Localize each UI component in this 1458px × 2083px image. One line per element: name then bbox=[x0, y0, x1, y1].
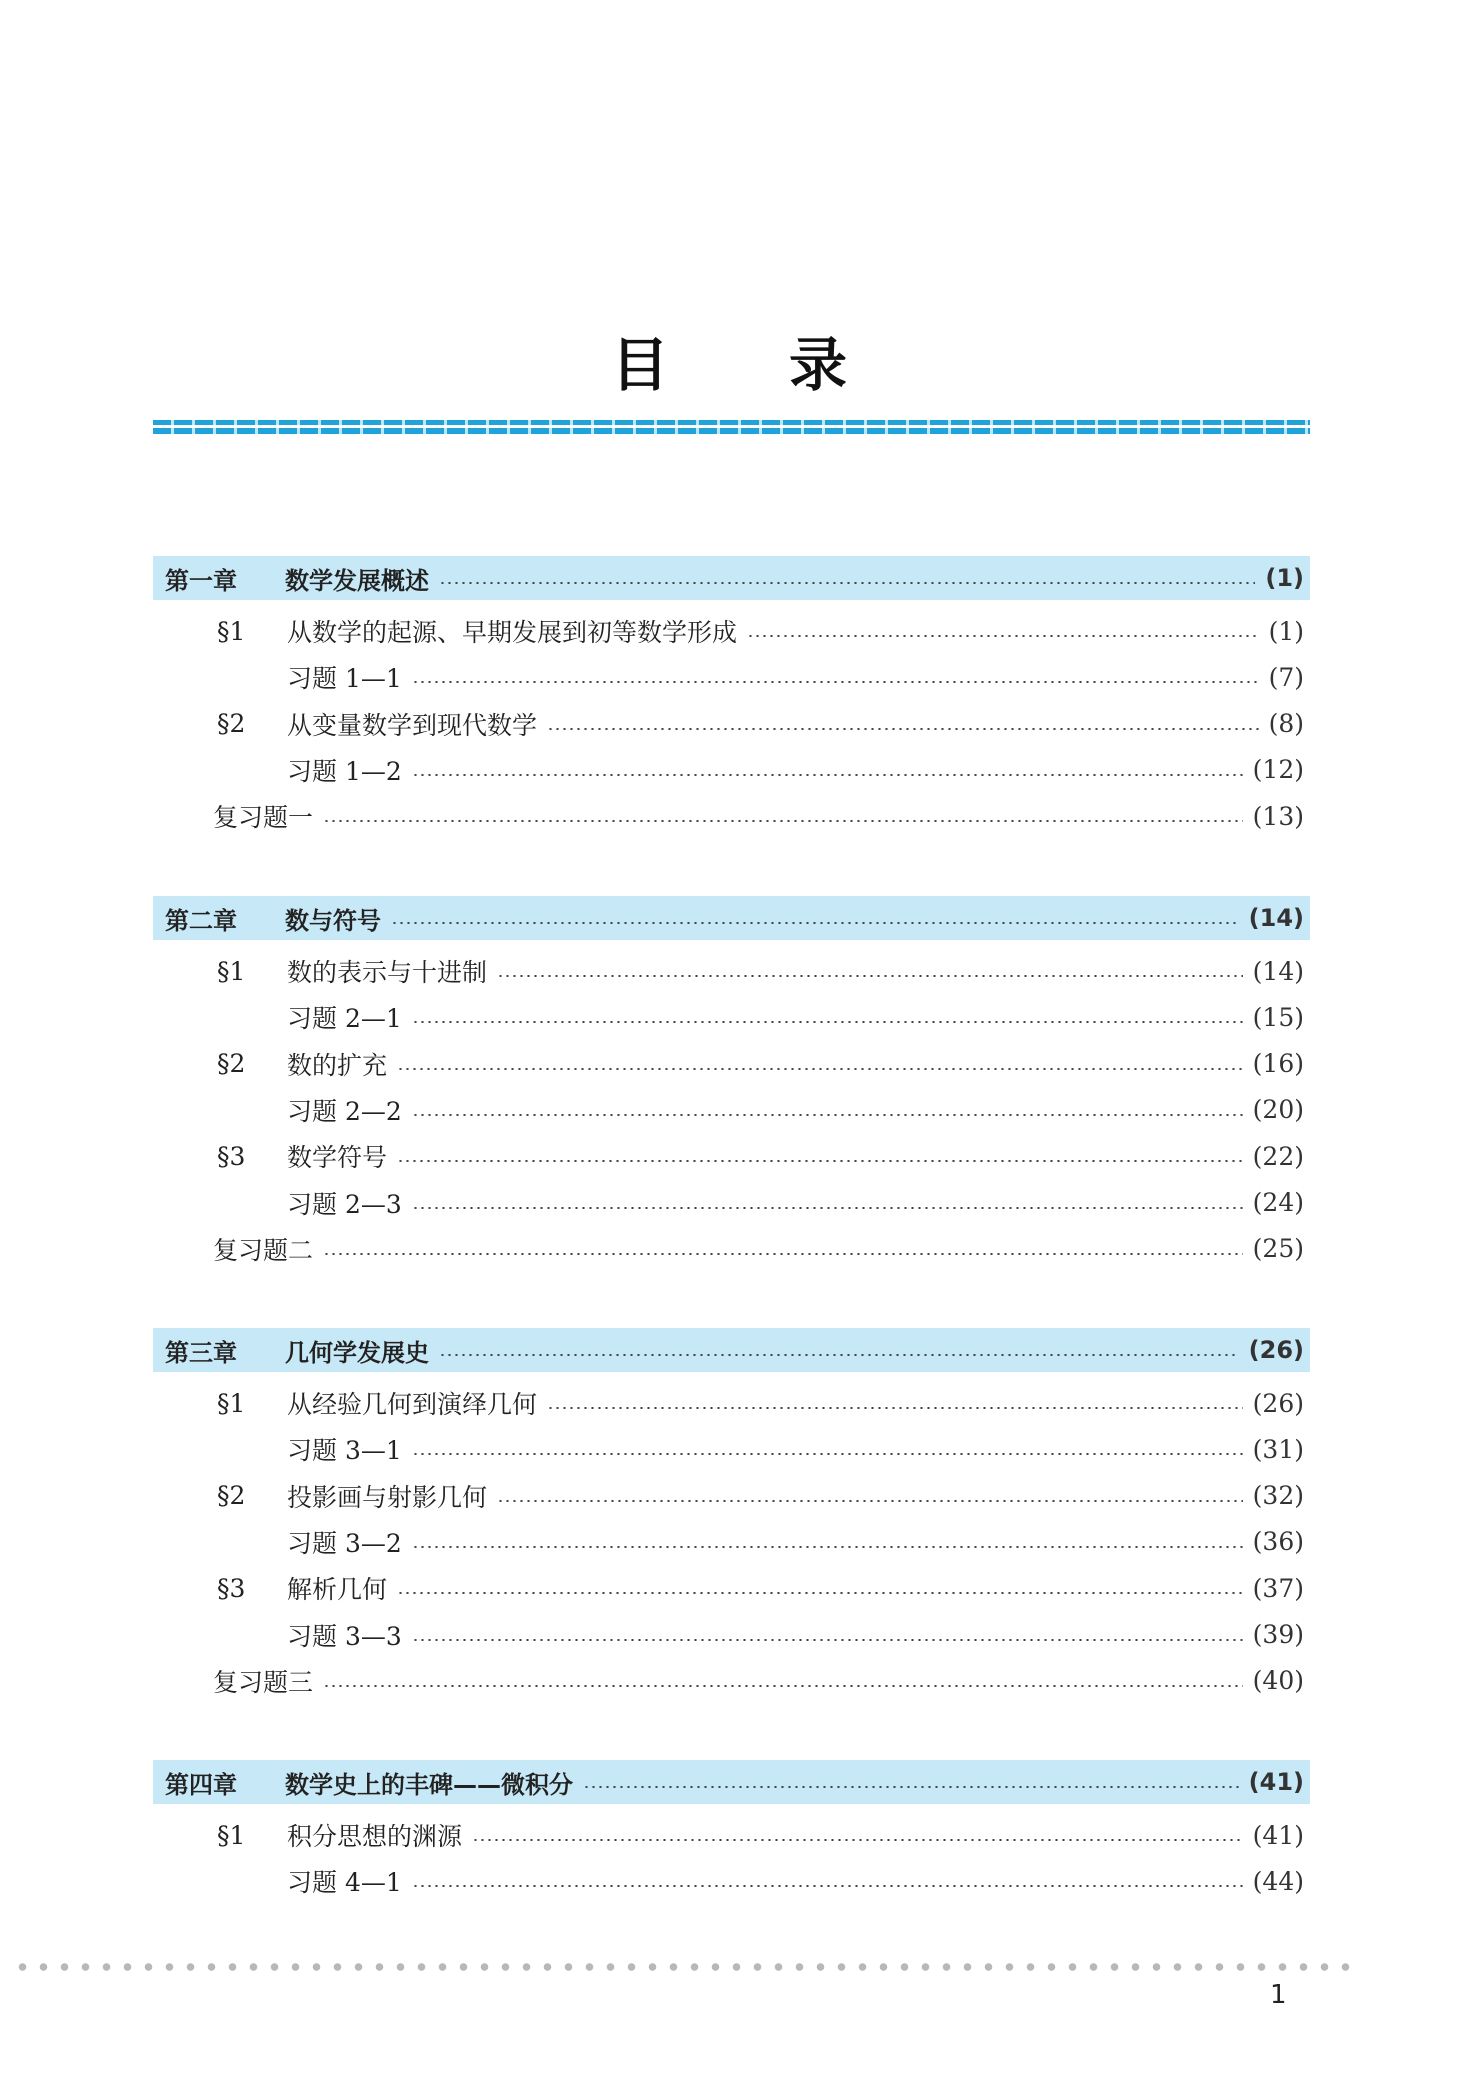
entry-page-ref: (40) bbox=[1252, 1666, 1304, 1696]
toc-exercise-entry[interactable] bbox=[153, 747, 1310, 793]
entry-title: 习题 3—3 bbox=[287, 1621, 402, 1651]
section-number: §2 bbox=[217, 1049, 246, 1079]
entry-title: 习题 3—2 bbox=[287, 1528, 402, 1558]
entry-page-ref: (13) bbox=[1252, 801, 1304, 831]
chapter-page-ref: (1) bbox=[1265, 564, 1304, 592]
chapter-number: 第三章 bbox=[165, 1338, 237, 1367]
entry-title: 习题 4—1 bbox=[287, 1868, 402, 1898]
dot-leader bbox=[412, 1546, 1243, 1548]
dot-leader bbox=[412, 1114, 1243, 1116]
footer-dot-border bbox=[12, 1962, 1362, 1972]
dot-leader bbox=[497, 975, 1243, 977]
entry-page-ref: (24) bbox=[1252, 1188, 1304, 1217]
chapter-number: 第二章 bbox=[165, 906, 237, 935]
section-title: 从变量数学到现代数学 bbox=[287, 710, 538, 740]
toc-exercise-entry[interactable] bbox=[153, 1858, 1310, 1904]
dot-leader bbox=[547, 728, 1259, 730]
dot-leader bbox=[397, 1592, 1243, 1594]
page-number: 1 bbox=[1270, 1980, 1287, 2010]
entry-page-ref: (44) bbox=[1252, 1866, 1304, 1896]
section-number: §1 bbox=[217, 616, 246, 646]
dot-leader bbox=[747, 635, 1259, 637]
entry-page-ref: (25) bbox=[1252, 1234, 1304, 1264]
entry-page-ref: (12) bbox=[1252, 755, 1304, 785]
section-title: 数的表示与十进制 bbox=[287, 958, 488, 987]
toc-section-entry[interactable] bbox=[153, 1133, 1310, 1179]
entry-page-ref: (36) bbox=[1252, 1527, 1304, 1557]
dot-leader bbox=[472, 1839, 1243, 1841]
toc-review-entry[interactable] bbox=[153, 1658, 1310, 1704]
dot-leader bbox=[412, 774, 1243, 776]
toc-chapter-heading[interactable] bbox=[153, 896, 1310, 940]
chapter-title: 数学发展概述 bbox=[285, 566, 429, 595]
entry-page-ref: (31) bbox=[1252, 1434, 1304, 1464]
toc-section-entry[interactable] bbox=[153, 948, 1310, 994]
section-title: 从经验几何到演绎几何 bbox=[287, 1390, 538, 1419]
entry-page-ref: (1) bbox=[1268, 616, 1304, 646]
toc-section-entry[interactable] bbox=[153, 1380, 1310, 1426]
toc-exercise-entry[interactable] bbox=[153, 1612, 1310, 1658]
section-title: 投影画与射影几何 bbox=[287, 1482, 488, 1512]
entry-page-ref: (39) bbox=[1252, 1620, 1304, 1649]
dot-leader bbox=[397, 1160, 1243, 1162]
toc-exercise-entry[interactable] bbox=[153, 1519, 1310, 1565]
toc-section-entry[interactable] bbox=[153, 701, 1310, 747]
toc-section-entry[interactable] bbox=[153, 1041, 1310, 1087]
section-number: §1 bbox=[217, 956, 246, 986]
section-number: §2 bbox=[217, 1481, 246, 1511]
section-title: 积分思想的渊源 bbox=[287, 1822, 463, 1851]
section-title: 解析几何 bbox=[287, 1575, 388, 1605]
entry-page-ref: (16) bbox=[1252, 1049, 1304, 1079]
dot-leader bbox=[323, 1253, 1243, 1255]
toc-chapter-heading[interactable] bbox=[153, 556, 1310, 600]
dot-leader bbox=[497, 1500, 1243, 1502]
entry-page-ref: (14) bbox=[1252, 956, 1304, 986]
dot-leader bbox=[583, 1786, 1239, 1788]
entry-title: 习题 2—1 bbox=[287, 1004, 402, 1034]
page-title: 目录 bbox=[610, 331, 967, 399]
entry-page-ref: (26) bbox=[1252, 1388, 1304, 1418]
entry-page-ref: (7) bbox=[1268, 662, 1304, 692]
entry-title: 复习题三 bbox=[213, 1667, 314, 1697]
entry-title: 复习题一 bbox=[213, 803, 314, 833]
section-number: §2 bbox=[217, 709, 246, 739]
section-title: 数的扩充 bbox=[287, 1050, 388, 1080]
entry-page-ref: (20) bbox=[1252, 1095, 1304, 1125]
dot-leader bbox=[412, 681, 1259, 683]
section-number: §3 bbox=[217, 1141, 246, 1171]
entry-title: 习题 1—1 bbox=[287, 664, 402, 694]
dot-leader bbox=[412, 1021, 1243, 1023]
entry-title: 习题 2—3 bbox=[287, 1189, 402, 1219]
section-title: 数学符号 bbox=[287, 1143, 388, 1173]
chapter-page-ref: (14) bbox=[1248, 904, 1304, 932]
toc-chapter-heading[interactable] bbox=[153, 1328, 1310, 1372]
chapter-title: 数与符号 bbox=[285, 906, 381, 935]
chapter-number: 第一章 bbox=[165, 566, 237, 595]
chapter-page-ref: (26) bbox=[1248, 1336, 1304, 1364]
toc-section-entry[interactable] bbox=[153, 1565, 1310, 1611]
toc-chapter-heading[interactable] bbox=[153, 1760, 1310, 1804]
toc-section-entry[interactable] bbox=[153, 1473, 1310, 1519]
entry-page-ref: (32) bbox=[1252, 1481, 1304, 1511]
chapter-number: 第四章 bbox=[165, 1770, 237, 1799]
entry-title: 习题 2—2 bbox=[287, 1096, 402, 1126]
toc-section-entry[interactable] bbox=[153, 608, 1310, 654]
dot-leader bbox=[397, 1068, 1243, 1070]
toc-section-entry[interactable] bbox=[153, 1812, 1310, 1858]
dot-leader bbox=[412, 1453, 1243, 1455]
entry-title: 习题 1—2 bbox=[287, 756, 402, 786]
chapter-title: 几何学发展史 bbox=[285, 1338, 429, 1367]
section-title: 从数学的起源、早期发展到初等数学形成 bbox=[287, 618, 738, 647]
toc-exercise-entry[interactable] bbox=[153, 994, 1310, 1040]
section-number: §1 bbox=[217, 1820, 246, 1850]
title-divider bbox=[153, 420, 1310, 434]
entry-page-ref: (41) bbox=[1252, 1820, 1304, 1850]
toc-exercise-entry[interactable] bbox=[153, 1087, 1310, 1133]
dot-leader bbox=[412, 1639, 1243, 1641]
dot-leader bbox=[412, 1885, 1243, 1887]
dot-leader bbox=[439, 1354, 1239, 1356]
section-number: §1 bbox=[217, 1388, 246, 1418]
entry-page-ref: (15) bbox=[1252, 1002, 1304, 1032]
dot-leader bbox=[323, 1685, 1243, 1687]
toc-exercise-entry[interactable] bbox=[153, 1426, 1310, 1472]
entry-title: 复习题二 bbox=[213, 1235, 314, 1265]
toc-exercise-entry[interactable] bbox=[153, 654, 1310, 700]
dot-leader bbox=[391, 922, 1239, 924]
chapter-page-ref: (41) bbox=[1248, 1768, 1304, 1796]
toc-exercise-entry[interactable] bbox=[153, 1180, 1310, 1226]
entry-page-ref: (8) bbox=[1268, 709, 1304, 739]
toc-review-entry[interactable] bbox=[153, 1226, 1310, 1272]
dot-leader bbox=[412, 1207, 1243, 1209]
chapter-title: 数学史上的丰碑——微积分 bbox=[285, 1770, 573, 1799]
entry-page-ref: (37) bbox=[1252, 1573, 1304, 1603]
dot-leader bbox=[323, 820, 1243, 822]
entry-page-ref: (22) bbox=[1252, 1141, 1304, 1171]
section-number: §3 bbox=[217, 1573, 246, 1603]
toc-review-entry[interactable] bbox=[153, 793, 1310, 839]
dot-leader bbox=[439, 582, 1255, 584]
entry-title: 习题 3—1 bbox=[287, 1436, 402, 1466]
dot-leader bbox=[547, 1407, 1243, 1409]
